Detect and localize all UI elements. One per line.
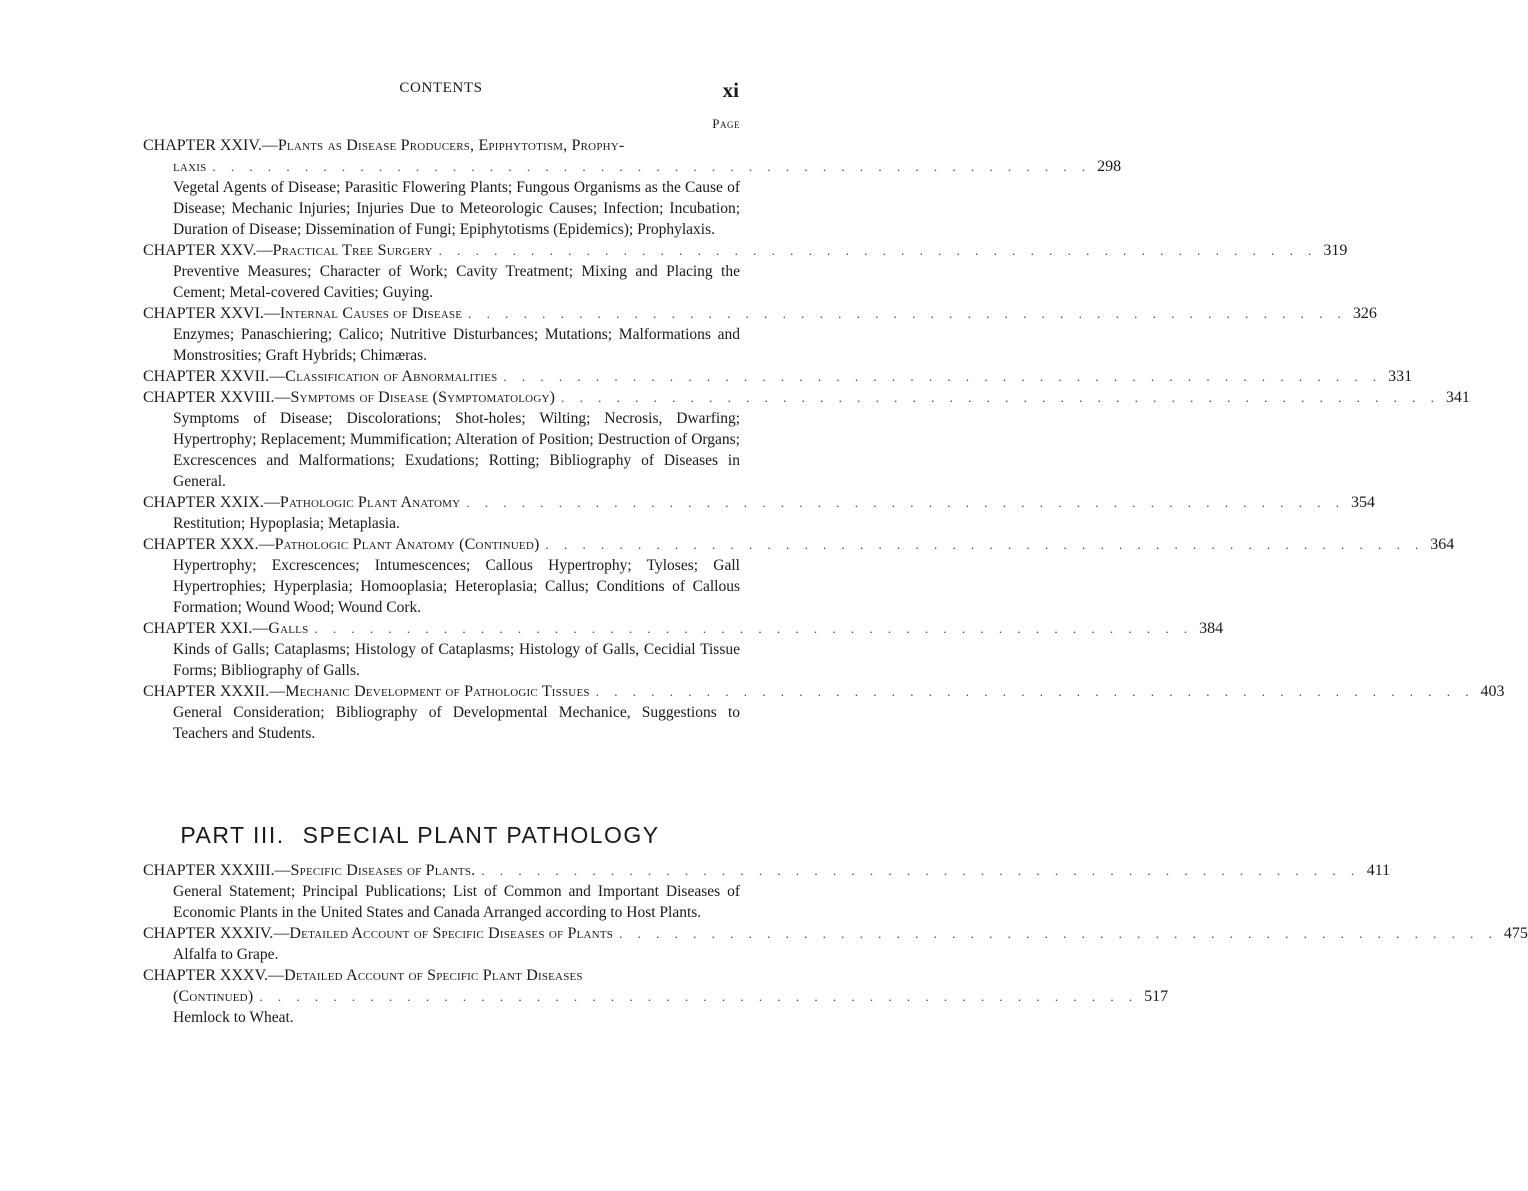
chapter-page-number: 411	[1366, 862, 1391, 879]
dot-leader: . . . . . . . . . . . . . . . . . . . . . . . . . . . . . . . . . . . . . . . . . . . . . . . .	[503, 369, 1383, 384]
dot-leader: . . . . . . . . . . . . . . . . . . . . . . . . . . . . . . . . . . . . . . . . . . . . . . . .	[438, 243, 1318, 258]
chapter-description: General Consideration; Bibliography of Developmental Mechanice, Suggestions to Teachers and Students.	[173, 704, 740, 742]
chapter-description: Vegetal Agents of Disease; Parasitic Flowering Plants; Fungous Organisms as the Cause of Disease; Mechanic Injuries; Injuries Due to Meteorologic Causes; Infection; Incubation; Duration of Disease; Dissemination of Fungi; Epiphytotisms (Epidemics); Prophylaxis.	[173, 179, 740, 238]
running-head-title: CONTENTS	[399, 80, 483, 96]
chapter-heading: CHAPTER XXVII.—	[143, 368, 286, 385]
chapter-title: Plants as Disease Producers, Epiphytotism, Prophy-	[277, 137, 625, 154]
toc-entry-chapter-31	[143, 618, 1224, 681]
chapter-title: Practical Tree Surgery	[272, 242, 433, 259]
chapter-page-number: 354	[1351, 494, 1376, 511]
chapter-page-number: 298	[1097, 158, 1122, 175]
chapter-description: Preventive Measures; Character of Work; Cavity Treatment; Mixing and Placing the Cement; Metal-covered Cavities; Guying.	[173, 263, 740, 301]
dot-leader: . . . . . . . . . . . . . . . . . . . . . . . . . . . . . . . . . . . . . . . . . . . . . . . .	[468, 306, 1347, 321]
chapter-description: Kinds of Galls; Cataplasms; Histology of Cataplasms; Histology of Galls, Cecidial Tissue Forms; Bibliography of Galls.	[173, 641, 740, 679]
table-of-contents-part-3	[143, 860, 1528, 1028]
chapter-title: Detailed Account of Specific Plant Diseases	[284, 967, 583, 984]
page-column-label: Page	[712, 116, 740, 131]
table-of-contents	[143, 135, 1505, 744]
chapter-description: Restitution; Hypoplasia; Metaplasia.	[173, 515, 400, 532]
chapter-page-number: 341	[1445, 389, 1470, 406]
dot-leader: . . . . . . . . . . . . . . . . . . . . . . . . . . . . . . . . . . . . . . . . . . . . . . . .	[212, 159, 1092, 174]
chapter-heading: CHAPTER XXV.—	[143, 242, 273, 259]
chapter-title: Classification of Abnormalities	[285, 368, 498, 385]
chapter-page-number: 331	[1388, 368, 1413, 385]
part-title: SPECIAL PLANT PATHOLOGY	[302, 822, 660, 848]
chapter-page-number: 517	[1144, 988, 1169, 1005]
toc-entry-chapter-30	[143, 534, 1455, 618]
toc-entry-chapter-29	[143, 492, 1376, 534]
dot-leader: . . . . . . . . . . . . . . . . . . . . . . . . . . . . . . . . . . . . . . . . . . . . . . . .	[314, 621, 1194, 636]
chapter-title: Internal Causes of Disease	[279, 305, 463, 322]
chapter-title: Galls	[268, 620, 309, 637]
toc-entry-chapter-34	[143, 923, 1528, 965]
chapter-description: Alfalfa to Grape.	[173, 946, 279, 963]
chapter-description: Symptoms of Disease; Discolorations; Shot-holes; Wilting; Necrosis, Dwarfing; Hypertrophy; Replacement; Mummification; Alteration of Position; Destruction of Organs; Excrescences and Malformations; Exudations; Rotting; Bibliography of Diseases in General.	[173, 410, 740, 490]
chapter-title-continued: laxis	[173, 158, 207, 175]
chapter-title: Specific Diseases of Plants.	[290, 862, 476, 879]
toc-entry-chapter-24	[143, 135, 1122, 240]
chapter-heading: CHAPTER XXI.—	[143, 620, 269, 637]
chapter-page-number: 364	[1430, 536, 1455, 553]
chapter-description: Enzymes; Panaschiering; Calico; Nutritive Disturbances; Mutations; Malformations and Monstrosities; Graft Hybrids; Chimæras.	[173, 326, 740, 364]
toc-entry-chapter-35	[143, 965, 1169, 1028]
running-head	[143, 78, 739, 102]
chapter-description: Hemlock to Wheat.	[173, 1009, 294, 1026]
toc-entry-chapter-27	[143, 366, 1413, 387]
page-folio: xi	[722, 78, 739, 102]
chapter-title-continued: (Continued)	[173, 988, 254, 1005]
dot-leader: . . . . . . . . . . . . . . . . . . . . . . . . . . . . . . . . . . . . . . . . . . . . . . . .	[595, 684, 1475, 699]
chapter-page-number: 319	[1323, 242, 1348, 259]
dot-leader: . . . . . . . . . . . . . . . . . . . . . . . . . . . . . . . . . . . . . . . . . . . . . . . .	[481, 863, 1361, 878]
chapter-page-number: 384	[1199, 620, 1224, 637]
toc-entry-chapter-32	[143, 681, 1505, 744]
dot-leader: . . . . . . . . . . . . . . . . . . . . . . . . . . . . . . . . . . . . . . . . . . . . . . . .	[619, 926, 1498, 941]
chapter-title: Mechanic Development of Pathologic Tissues	[285, 683, 590, 700]
chapter-title: Symptoms of Disease (Symptomatology)	[290, 389, 556, 406]
chapter-page-number: 475	[1503, 925, 1528, 942]
chapter-heading: CHAPTER XXX.—	[143, 536, 275, 553]
chapter-heading: CHAPTER XXIX.—	[143, 494, 280, 511]
chapter-title: Detailed Account of Specific Diseases of Plants	[289, 925, 614, 942]
chapter-heading: CHAPTER XXVIII.—	[143, 389, 291, 406]
chapter-page-number: 403	[1480, 683, 1505, 700]
chapter-title: Pathologic Plant Anatomy	[279, 494, 461, 511]
dot-leader: . . . . . . . . . . . . . . . . . . . . . . . . . . . . . . . . . . . . . . . . . . . . . . . .	[259, 989, 1139, 1004]
toc-entry-chapter-25	[143, 240, 1348, 303]
chapter-heading: CHAPTER XXXIV.—	[143, 925, 290, 942]
chapter-description: General Statement; Principal Publications; List of Common and Important Diseases of Economic Plants in the United States and Canada Arranged according to Host Plants.	[173, 883, 740, 921]
toc-entry-chapter-28	[143, 387, 1470, 492]
chapter-heading: CHAPTER XXXII.—	[143, 683, 286, 700]
chapter-title: Pathologic Plant Anatomy (Continued)	[274, 536, 540, 553]
dot-leader: . . . . . . . . . . . . . . . . . . . . . . . . . . . . . . . . . . . . . . . . . . . . . . . .	[466, 495, 1346, 510]
part-heading	[0, 822, 840, 849]
chapter-heading: CHAPTER XXIV.—	[143, 137, 278, 154]
chapter-heading: CHAPTER XXVI.—	[143, 305, 280, 322]
part-number: PART III.	[180, 822, 285, 848]
toc-entry-chapter-33	[143, 860, 1391, 923]
dot-leader: . . . . . . . . . . . . . . . . . . . . . . . . . . . . . . . . . . . . . . . . . . . . . . . .	[561, 390, 1440, 405]
chapter-heading: CHAPTER XXXIII.—	[143, 862, 291, 879]
chapter-page-number: 326	[1352, 305, 1377, 322]
chapter-heading: CHAPTER XXXV.—	[143, 967, 285, 984]
dot-leader: . . . . . . . . . . . . . . . . . . . . . . . . . . . . . . . . . . . . . . . . . . . . . . . .	[545, 537, 1425, 552]
toc-entry-chapter-26	[143, 303, 1377, 366]
chapter-description: Hypertrophy; Excrescences; Intumescences; Callous Hypertrophy; Tyloses; Gall Hypertrophies; Hyperplasia; Homooplasia; Heteroplasia; Callus; Conditions of Callous Formation; Wound Wood; Wound Cork.	[173, 557, 740, 616]
